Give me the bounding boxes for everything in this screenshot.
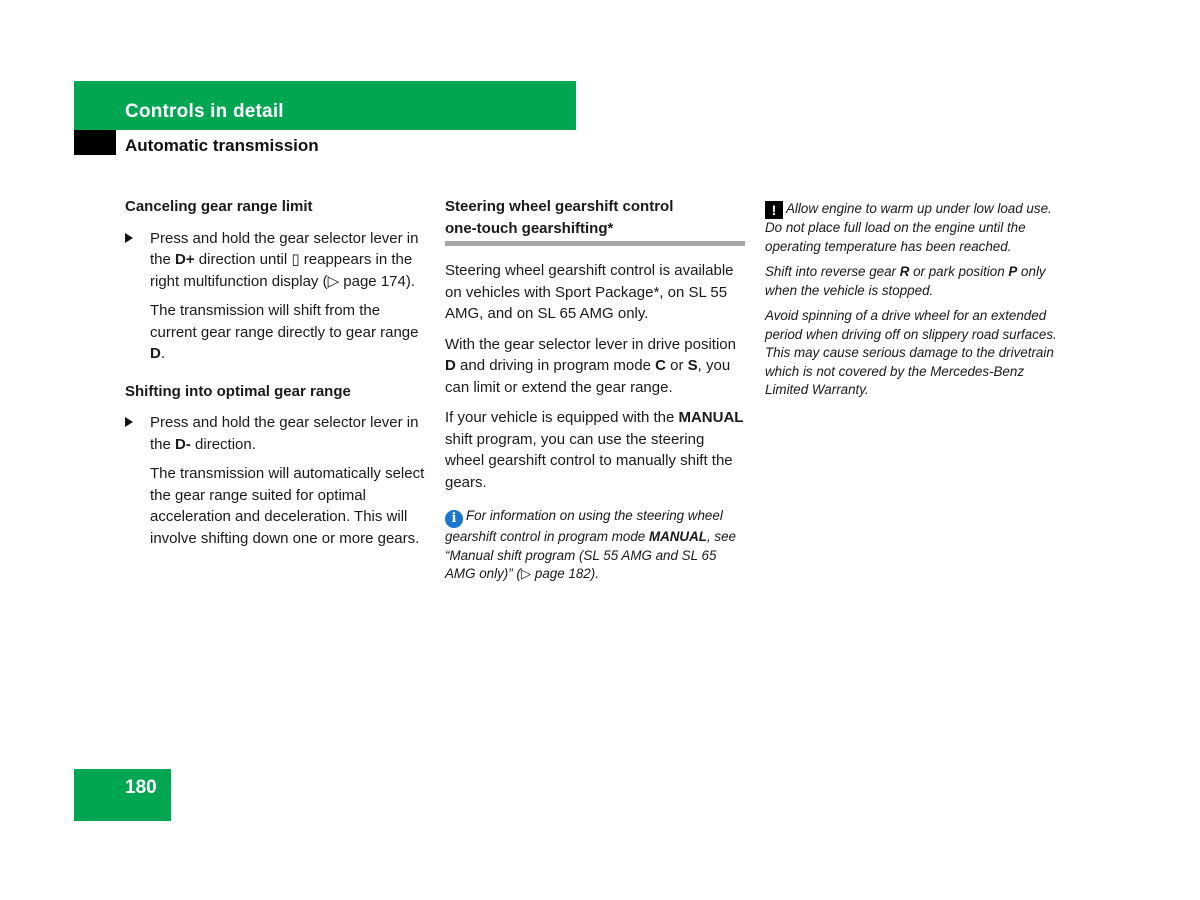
bullet-triangle-icon <box>125 417 133 427</box>
section-title: Automatic transmission <box>125 136 319 155</box>
bullet-triangle-icon <box>125 233 133 243</box>
column-right <box>765 200 1070 407</box>
column-middle <box>445 196 745 591</box>
warning-note-reverse-park: Shift into reverse gear R or park position P only when the vehicle is stopped. <box>765 264 1046 298</box>
paragraph-limit-extend: With the gear selector lever in drive position D and driving in program mode C or S, you can limit or extend the gear range. <box>445 335 736 396</box>
chapter-header-bar <box>74 81 576 130</box>
info-note: i For information on using the steering wheel gearshift control in program mode MANUAL, see “Manual shift program (SL 55 AMG and SL 65 AMG only)” (▷ page 182). <box>445 508 736 581</box>
heading-rule <box>445 241 745 246</box>
info-icon: i <box>445 510 463 528</box>
result-paragraph: The transmission will shift from the current gear range directly to gear range D. <box>150 302 419 362</box>
heading-optimal-gear-range: Shifting into optimal gear range <box>125 382 351 400</box>
chapter-title: Controls in detail <box>125 101 284 122</box>
column-left <box>125 196 425 561</box>
paragraph-manual-program: If your vehicle is equipped with the MANUAL shift program, you can use the steering wheel gearshift control to manually shift the gears. <box>445 409 744 491</box>
bullet-step-press-hold-dminus: Press and hold the gear selector lever in the D- direction. <box>125 412 425 455</box>
warning-icon: ! <box>765 201 783 219</box>
heading-steering-wheel-gearshift: Steering wheel gearshift control one-touch gearshifting* <box>445 198 674 237</box>
warning-note-warmup: ! Allow engine to warm up under low load use. Do not place full load on the engine until the operating temperature has been reached. <box>765 201 1052 254</box>
paragraph-availability: Steering wheel gearshift control is available on vehicles with Sport Package*, on SL 55 AMG, and on SL 65 AMG only. <box>445 262 734 322</box>
heading-canceling-gear-range: Canceling gear range limit <box>125 198 313 215</box>
display-symbol-icon: ▯ <box>291 251 300 268</box>
warning-note-wheel-spin: Avoid spinning of a drive wheel for an extended period when driving off on slippery road surfaces. This may cause serious damage to the drivetrain which is not covered by the Mercedes-Benz Limited Warranty. <box>765 308 1057 397</box>
page-number-box <box>74 769 171 821</box>
page-number: 180 <box>125 777 157 798</box>
section-marker <box>74 130 116 155</box>
result-paragraph: The transmission will automatically select the gear range suited for optimal acceleration and deceleration. This will involve shifting down one or more gears. <box>150 465 425 547</box>
bullet-step-press-hold-dplus: Press and hold the gear selector lever in the D+ direction until ▯ reappears in the right multifunction display (▷ page 174). <box>125 228 425 293</box>
